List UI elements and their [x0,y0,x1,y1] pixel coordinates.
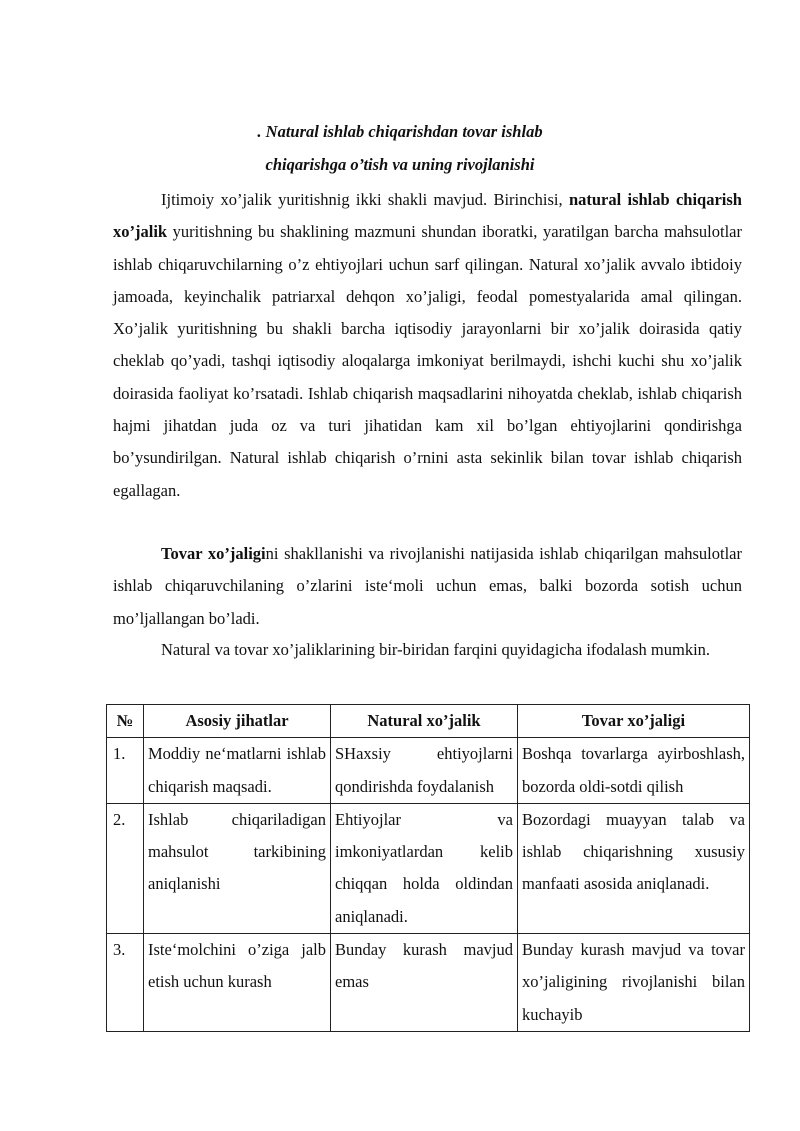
paragraph-text: ni shakllanishi va rivojlanishi natijasida ishlab chiqarilgan mahsulotlar ishlab chiqaruvchilaning o’zlarini iste‘moli uchun emas, balki bozorda sotish uchun mo’ljallangan bo’ladi. [113,544,743,628]
table-row [107,934,750,1032]
paragraph-comparison-intro: Natural va tovar xo’jaliklarining bir-biridan farqini quyidagicha ifodalash mumkin. [161,640,711,659]
paragraph-text: Ijtimoiy xo’jalik yuritishnig ikki shakli mavjud. Birinchisi, [161,190,569,209]
row-number: 1. [107,738,144,804]
section-title-line-2: chiqarishga o’tish va uning rivojlanishi [265,155,535,174]
cell-aspect: Iste‘molchini o’ziga jalb etish uchun kurash [144,934,331,1032]
header-number: № [107,705,144,738]
paragraph-commodity-economy [113,538,742,635]
bold-term-natural: natural ishlab chiqarish xo’jalik [113,190,742,242]
table-row [107,803,750,933]
paragraph-natural-economy [113,184,742,507]
row-number: 2. [107,803,144,933]
cell-commodity: Bunday kurash mavjud va tovar xo’jaligining rivojlanishi bilan kuchayib [518,934,750,1032]
header-natural: Natural xo’jalik [331,705,518,738]
section-title-line-1: . Natural ishlab chiqarishdan tovar ishlab [257,122,543,141]
bold-term-tovar: Tovar xo’jaligi [161,544,266,563]
cell-aspect: Ishlab chiqariladigan mahsulot tarkibining aniqlanishi [144,803,331,933]
header-aspects: Asosiy jihatlar [144,705,331,738]
cell-commodity: Bozordagi muayyan talab va ishlab chiqarishning xususiy manfaati asosida aniqlanadi. [518,803,750,933]
cell-natural: SHaxsiy ehtiyojlarni qondirishda foydalanish [331,738,518,804]
table-row [107,738,750,804]
table-header-row [107,705,750,738]
cell-natural: Bunday kurash mavjud emas [331,934,518,1032]
row-number: 3. [107,934,144,1032]
header-commodity: Tovar xo’jaligi [518,705,750,738]
paragraph-text: yuritishning bu shaklining mazmuni shundan iboratki, yaratilgan barcha mahsulotlar ishlab chiqaruvchilarning o’z ehtiyojlari uchun sarf qilingan. Natural xo’jalik avvalo ibtidoiy jamoada, keyinchalik patriarxal dehqon xo’jaligi, feodal pomestyalarida amal qilingan. Xo’jalik yuritishning bu shakli barcha iqtisodiy jarayonlarni bir xo’jalik doirasida qatiy cheklab qo’yadi, tashqi iqtisodiy aloqalarga imkoniyat berilmaydi, ishchi kuchi shu xo’jalik doirasida faoliyat ko’rsatadi. Ishlab chiqarish maqsadlarini nihoyatda cheklab, ishlab chiqarish hajmi jihatdan juda oz va turi jihatidan kam xil bo’lgan ehtiyojlarini qondirishga bo’ysundirilgan. Natural ishlab chiqarish o’rnini asta sekinlik bilan tovar ishlab chiqarish egallagan. [113,222,742,500]
cell-aspect: Moddiy ne‘matlarni ishlab chiqarish maqsadi. [144,738,331,804]
comparison-table [106,704,750,1032]
cell-commodity: Boshqa tovarlarga ayirboshlash, bozorda oldi-sotdi qilish [518,738,750,804]
cell-natural: Ehtiyojlar va imkoniyatlardan kelib chiqqan holda oldindan aniqlanadi. [331,803,518,933]
